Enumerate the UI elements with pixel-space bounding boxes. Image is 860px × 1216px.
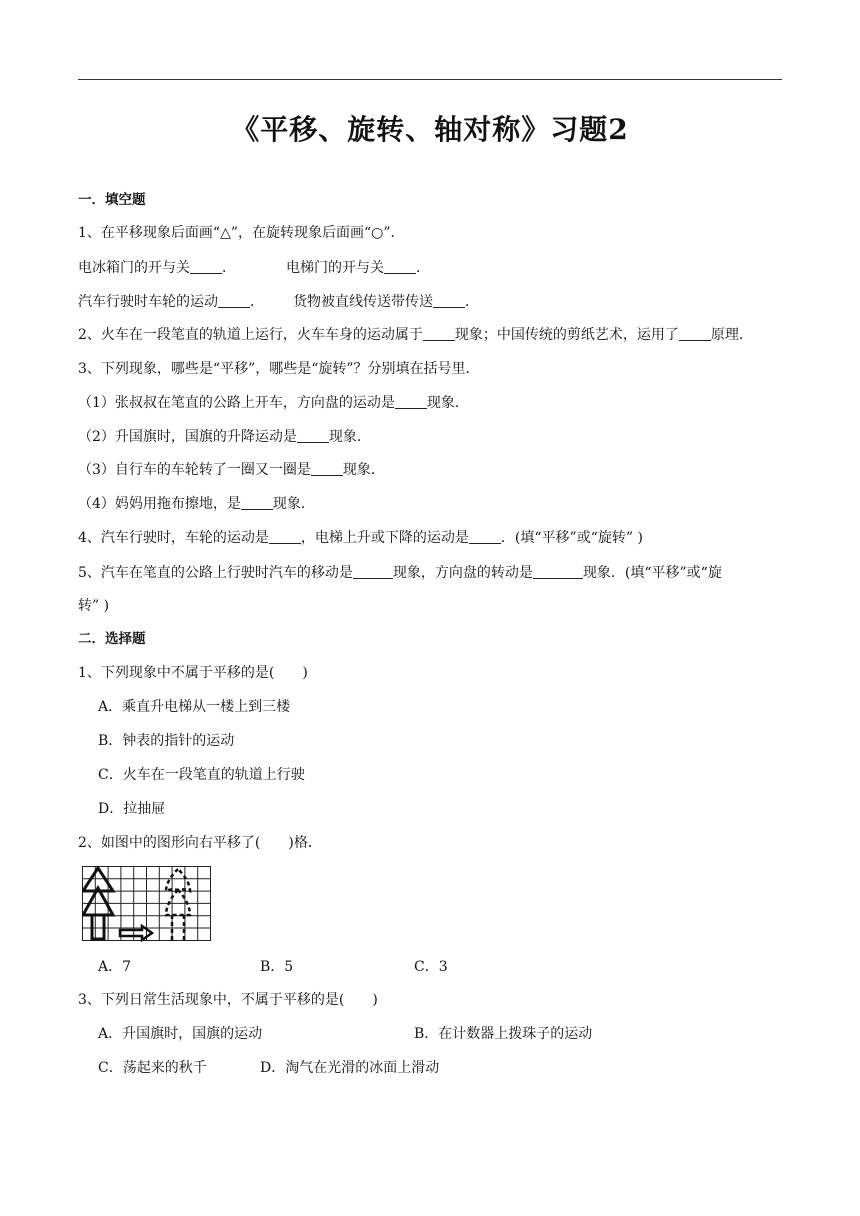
translation-grid-figure [82, 866, 212, 942]
s2-q3-option-c[interactable]: C．荡起来的秋千 [98, 1060, 207, 1076]
section-fill-blank-heading: 一．填空题 [78, 192, 146, 208]
section-choice-heading: 二．选择题 [78, 631, 146, 647]
s2-q2-option-c[interactable]: C．3 [414, 959, 448, 975]
answer-blank[interactable] [218, 293, 250, 308]
s1-q3-3: （3）自行车的车轮转了一圈又一圈是 现象． [78, 462, 385, 478]
s1-q5: 5、汽车在笔直的公路上行驶时汽车的移动是 现象，方向盘的转动是 现象．(填“平移”或“旋 [78, 565, 722, 581]
answer-blank[interactable] [353, 564, 393, 579]
s1-q1-item-b: 电梯门的开与关 ． [286, 260, 430, 276]
s1-q4: 4、汽车行驶时，车轮的运动是 ，电梯上升或下降的运动是 ．(填“平移”或“旋转” ) [78, 530, 643, 546]
s1-q2: 2、火车在一段笔直的轨道上运行，火车车身的运动属于 现象；中国传统的剪纸艺术，运用了 原理． [78, 327, 753, 343]
page-title: 《平移、旋转、轴对称》习题2 [231, 113, 629, 146]
answer-blank[interactable] [269, 529, 301, 544]
tree-shape-translated-dashed [166, 869, 190, 940]
s2-q3-text: 3、下列日常生活现象中，不属于平移的是( ) [78, 992, 378, 1008]
answer-blank[interactable] [297, 428, 329, 443]
s1-q1-text: 1、在平移现象后面画“△”，在旋转现象后面画“○”． [78, 225, 405, 241]
s2-q3-option-b[interactable]: B．在计数器上拨珠子的运动 [414, 1026, 593, 1042]
answer-blank[interactable] [384, 259, 416, 274]
answer-blank[interactable] [433, 293, 465, 308]
answer-blank[interactable] [533, 564, 583, 579]
s2-q1-text: 1、下列现象中不属于平移的是( ) [78, 665, 308, 681]
answer-blank[interactable] [679, 326, 711, 341]
answer-blank[interactable] [190, 259, 222, 274]
s1-q1-item-d: 货物被直线传送带传送 ． [293, 294, 479, 310]
answer-blank[interactable] [395, 394, 427, 409]
s2-q1-option-a[interactable]: A．乘直升电梯从一楼上到三楼 [98, 699, 291, 715]
s2-q2-text: 2、如图中的图形向右平移了( )格． [78, 835, 322, 851]
s1-q1-item-c: 汽车行驶时车轮的运动 ． [78, 294, 264, 310]
header-rule [78, 79, 782, 80]
s2-q1-option-b[interactable]: B．钟表的指针的运动 [98, 733, 235, 749]
s2-q1-option-c[interactable]: C．火车在一段笔直的轨道上行驶 [98, 767, 305, 783]
s1-q3-text: 3、下列现象，哪些是“平移”，哪些是“旋转”？分别填在括号里． [78, 361, 480, 377]
s1-q3-2: （2）升国旗时，国旗的升降运动是 现象． [78, 429, 371, 445]
s2-q2-option-a[interactable]: A．7 [98, 959, 132, 975]
answer-blank[interactable] [423, 326, 455, 341]
s1-q1-item-a: 电冰箱门的开与关 ． [78, 260, 236, 276]
answer-blank[interactable] [469, 529, 501, 544]
s2-q1-option-d[interactable]: D．拉抽屉 [98, 801, 166, 817]
s2-q3-option-d[interactable]: D．淘气在光滑的冰面上滑动 [260, 1060, 440, 1076]
answer-blank[interactable] [311, 461, 343, 476]
s2-q2-option-b[interactable]: B．5 [260, 959, 294, 975]
s1-q3-1: （1）张叔叔在笔直的公路上开车，方向盘的运动是 现象． [78, 395, 469, 411]
s1-q3-4: （4）妈妈用拖布擦地，是 现象． [78, 496, 315, 512]
answer-blank[interactable] [241, 495, 273, 510]
s2-q3-option-a[interactable]: A．升国旗时，国旗的运动 [98, 1026, 263, 1042]
s1-q5-continued: 转” ) [78, 598, 110, 614]
